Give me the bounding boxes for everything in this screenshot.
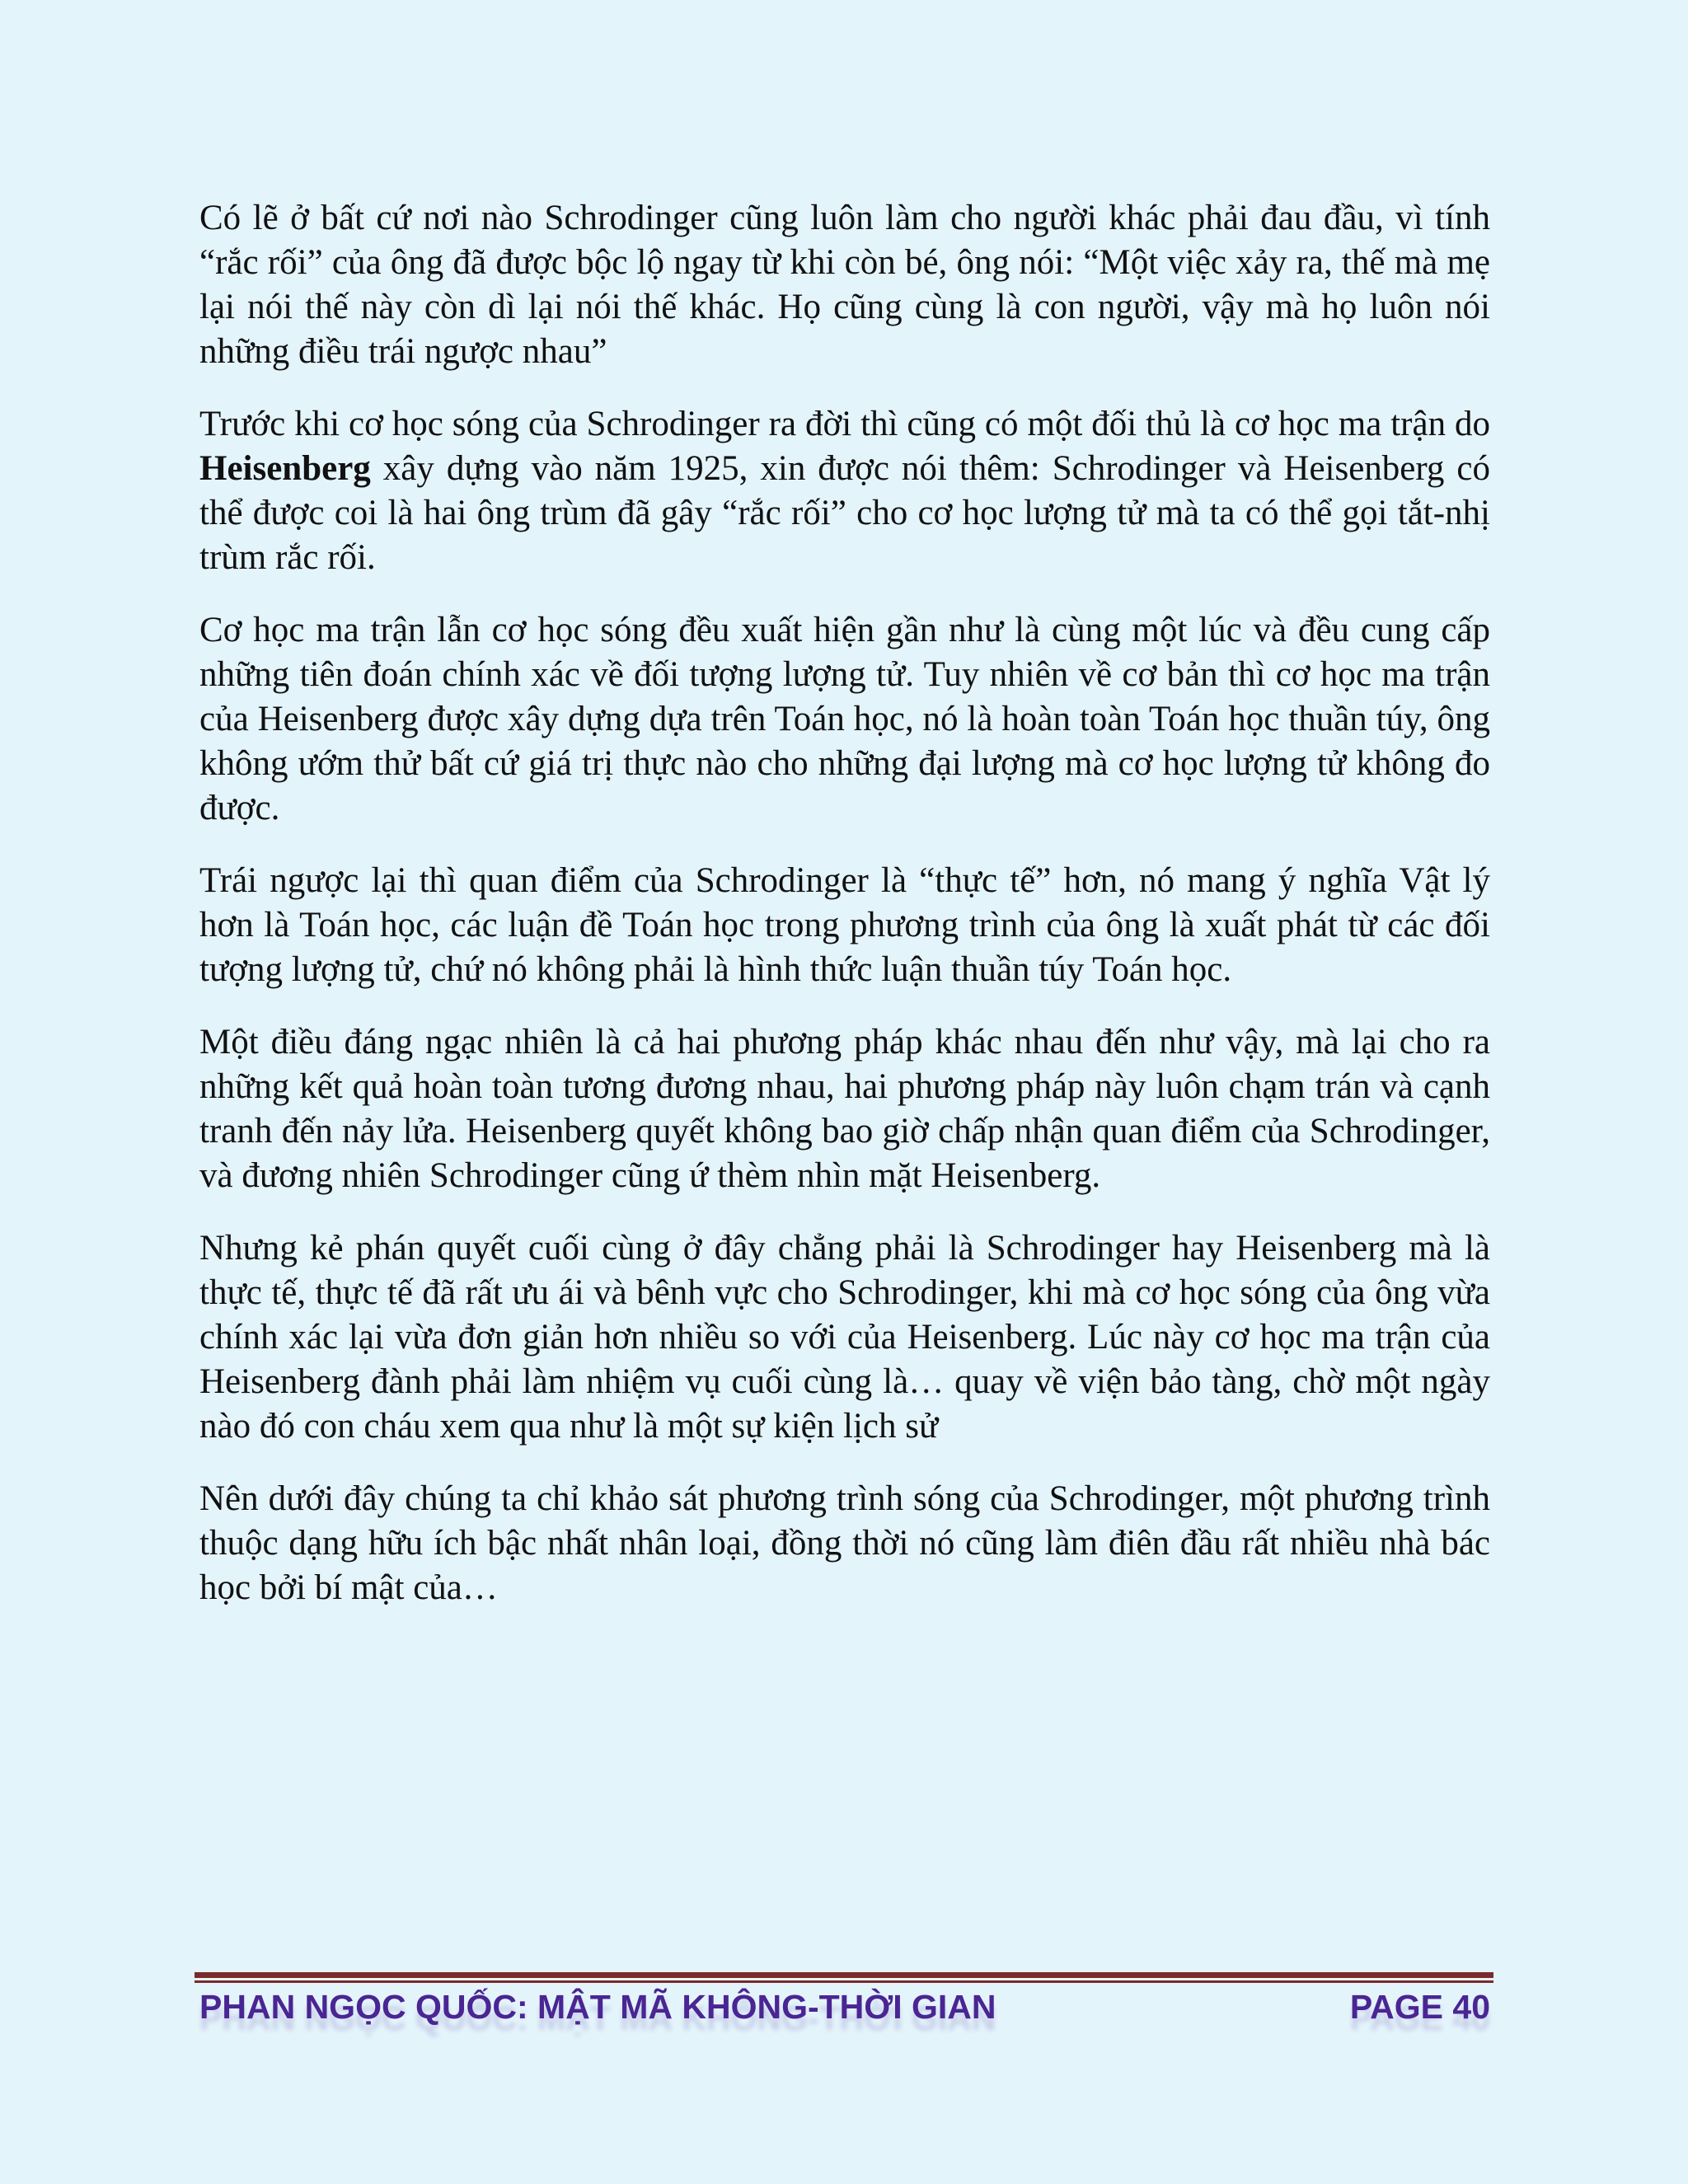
paragraph-6: Nhưng kẻ phán quyết cuối cùng ở đây chẳng phải là Schrodinger hay Heisenberg mà là thực tế, thực tế đã rất ưu ái và bênh vực cho Schrodinger, khi mà cơ học sóng của ông vừa chính xác lại vừa đơn giản hơn nhiều so với của Heisenberg. Lúc này cơ học ma trận của Heisenberg đành phải làm nhiệm vụ cuối cùng là… quay về viện bảo tàng, chờ một ngày nào đó con cháu xem qua như là một sự kiện lịch sử: [199, 1229, 1490, 1446]
document-body: [199, 196, 1490, 1638]
paragraph-2: [199, 402, 1490, 580]
paragraph-5: Một điều đáng ngạc nhiên là cả hai phương pháp khác nhau đến như vậy, mà lại cho ra những kết quả hoàn toàn tương đương nhau, hai phương pháp này luôn chạm trán và cạnh tranh đến nảy lửa. Heisenberg quyết không bao giờ chấp nhận quan điểm của Schrodinger, và đương nhiên Schrodinger cũng ứ thèm nhìn mặt Heisenberg.: [199, 1023, 1490, 1195]
page-number: PAGE 40: [1349, 1988, 1490, 2026]
footer-divider: [195, 1972, 1493, 1983]
paragraph-4: Trái ngược lại thì quan điểm của Schrodinger là “thực tế” hơn, nó mang ý nghĩa Vật lý hơn là Toán học, các luận đề Toán học trong phương trình của ông là xuất phát từ các đối tượng lượng tử, chứ nó không phải là hình thức luận thuần túy Toán học.: [199, 861, 1490, 989]
footer-title: PHAN NGỌC QUỐC: MẬT MÃ KHÔNG-THỜI GIAN: [199, 1988, 996, 2026]
paragraph-1: Có lẽ ở bất cứ nơi nào Schrodinger cũng luôn làm cho người khác phải đau đầu, vì tính “rắc rối” của ông đã được bộc lộ ngay từ khi còn bé, ông nói: “Một việc xảy ra, thế mà mẹ lại nói thế này còn dì lại nói thế khác. Họ cũng cùng là con người, vậy mà họ luôn nói những điều trái ngược nhau”: [199, 199, 1490, 371]
paragraph-2-text-end: xây dựng vào năm 1925, xin được nói thêm: Schrodinger và Heisenberg có thể được coi là hai ông trùm đã gây “rắc rối” cho cơ học lượng tử mà ta có thể gọi tắt-nhị trùm rắc rối.: [199, 449, 1490, 577]
paragraph-2-bold-term: Heisenberg: [199, 449, 371, 488]
page-footer: [199, 1988, 1490, 2037]
paragraph-2-text-start: Trước khi cơ học sóng của Schrodinger ra đời thì cũng có một đối thủ là cơ học ma trận do: [199, 405, 1490, 443]
paragraph-7: Nên dưới đây chúng ta chỉ khảo sát phương trình sóng của Schrodinger, một phương trình thuộc dạng hữu ích bậc nhất nhân loại, đồng thời nó cũng làm điên đầu rất nhiều nhà bác học bởi bí mật của…: [199, 1479, 1490, 1607]
paragraph-3: Cơ học ma trận lẫn cơ học sóng đều xuất hiện gần như là cùng một lúc và đều cung cấp những tiên đoán chính xác về đối tượng lượng tử. Tuy nhiên về cơ bản thì cơ học ma trận của Heisenberg được xây dựng dựa trên Toán học, nó là hoàn toàn Toán học thuần túy, ông không ướm thử bất cứ giá trị thực nào cho những đại lượng mà cơ học lượng tử không đo được.: [199, 611, 1490, 827]
